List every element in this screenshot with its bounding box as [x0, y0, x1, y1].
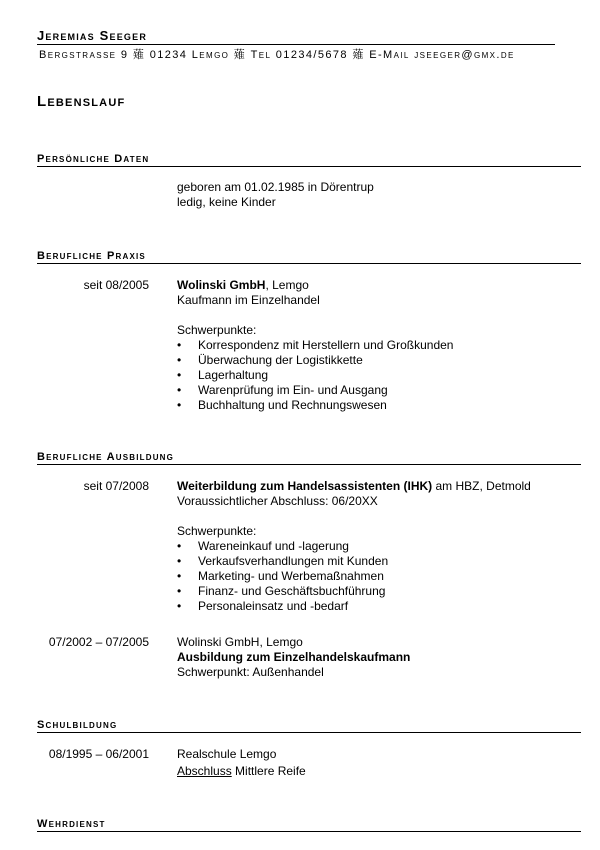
list-item: • Korrespondenz mit Herstellern und Großkunden: [177, 338, 577, 353]
focus-label: Schwerpunkte:: [177, 524, 257, 538]
section-heading-school: Schulbildung: [37, 719, 581, 733]
expected-graduation: Voraussichtlicher Abschluss: 06/20XX: [177, 494, 378, 508]
list-item: • Personaleinsatz und -bedarf: [177, 599, 577, 614]
family-status: ledig, keine Kinder: [177, 195, 276, 209]
focus-label: Schwerpunkte:: [177, 323, 257, 337]
list-item: • Überwachung der Logistikkette: [177, 353, 577, 368]
entry-date: 08/1995 – 06/2001: [48, 747, 149, 761]
degree-value: Mittlere Reife: [231, 764, 306, 778]
school-name: Realschule Lemgo: [177, 747, 277, 761]
training-title-line: [177, 479, 577, 494]
birth-info: geboren am 01.02.1985 in Dörentrup: [177, 180, 374, 194]
employer-location: , Lemgo: [265, 278, 309, 292]
training-institute: am HBZ, Detmold: [432, 479, 531, 493]
document-title: Lebenslauf: [37, 93, 126, 110]
applicant-name: Jeremias Seeger: [37, 28, 148, 43]
personal-details: [177, 180, 577, 210]
list-item: • Wareneinkauf und -lagerung: [177, 539, 577, 554]
focus-list: [177, 539, 577, 614]
focus-list: [177, 338, 577, 413]
entry-body: [177, 278, 577, 413]
contact-line: Bergstrasse 9 薙 01234 Lemgo 薙 Tel 01234/5678 薙 E-Mail jseeger@gmx.de: [39, 49, 515, 61]
entry-date: seit 08/2005: [83, 278, 149, 292]
training-title: Weiterbildung zum Handelsassistenten (IHK): [177, 479, 433, 493]
employer-line: [177, 278, 577, 293]
section-heading-practice: Berufliche Praxis: [37, 250, 581, 264]
employer-line: Wolinski GmbH, Lemgo: [177, 635, 303, 649]
employer-name: Wolinski GmbH: [177, 278, 266, 292]
apprenticeship-focus: Schwerpunkt: Außenhandel: [177, 665, 324, 679]
list-item: • Buchhaltung und Rechnungswesen: [177, 398, 577, 413]
section-heading-military: Wehrdienst: [37, 818, 581, 832]
degree-label: Abschluss: [177, 764, 232, 778]
section-heading-training: Berufliche Ausbildung: [37, 451, 581, 465]
list-item: • Warenprüfung im Ein- und Ausgang: [177, 383, 577, 398]
entry-date: seit 07/2008: [83, 479, 149, 493]
job-role: Kaufmann im Einzelhandel: [177, 293, 320, 307]
apprenticeship-title: Ausbildung zum Einzelhandelskaufmann: [177, 650, 411, 664]
section-heading-personal: Persönliche Daten: [37, 153, 581, 167]
entry-body: [177, 747, 577, 779]
header-rule: [37, 44, 555, 45]
entry-body: [177, 635, 577, 680]
entry-body: [177, 479, 577, 614]
school-degree-line: [177, 764, 577, 779]
list-item: • Verkaufsverhandlungen mit Kunden: [177, 554, 577, 569]
entry-date: 07/2002 – 07/2005: [48, 635, 149, 649]
list-item: • Marketing- und Werbemaßnahmen: [177, 569, 577, 584]
list-item: • Lagerhaltung: [177, 368, 577, 383]
list-item: • Finanz- und Geschäftsbuchführung: [177, 584, 577, 599]
